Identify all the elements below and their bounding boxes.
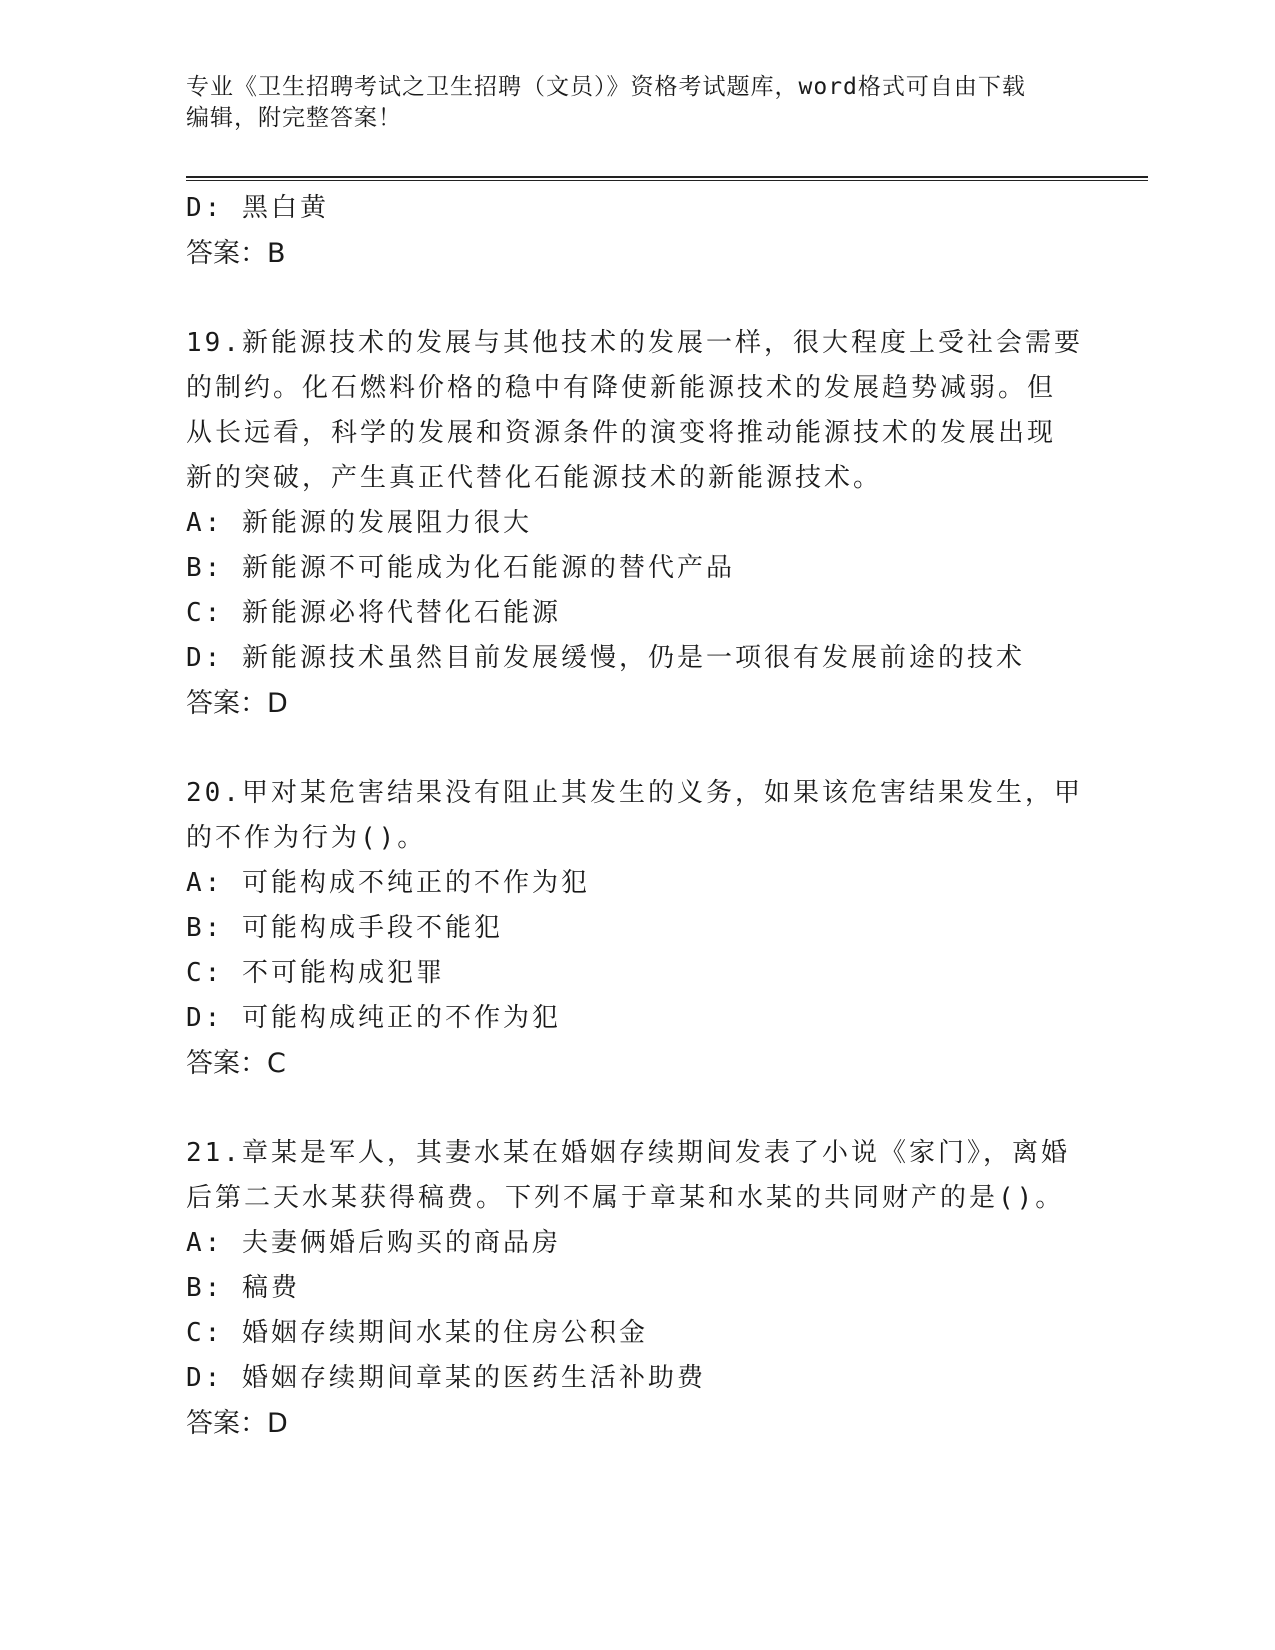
answer-line: 答案：D [186,688,288,719]
document-header [186,72,1066,134]
header-divider [186,176,1148,181]
spacer [186,276,1086,321]
spacer [186,726,1086,771]
option-d: D: 黑白黄 [186,193,329,223]
question-list [186,186,1086,1446]
question-stem-line: 从长远看，科学的发展和资源条件的演变将推动能源技术的发展出现 [186,418,1057,448]
option-c: C: 新能源必将代替化石能源 [186,598,561,628]
question-stem-line: 的不作为行为()。 [186,823,427,853]
question-stem-line: 19.新能源技术的发展与其他技术的发展一样，很大程度上受社会需要 [186,328,1083,358]
header-line-2: 编辑，附完整答案！ [186,105,402,131]
question-21 [186,1131,1086,1446]
option-d: D: 可能构成纯正的不作为犯 [186,1003,561,1033]
question-stem-line: 的制约。化石燃料价格的稳中有降使新能源技术的发展趋势减弱。但 [186,373,1057,403]
option-c: C: 不可能构成犯罪 [186,958,445,988]
answer-line: 答案：C [186,1048,286,1079]
option-d: D: 新能源技术虽然目前发展缓慢，仍是一项很有发展前途的技术 [186,643,1025,673]
option-a: A: 夫妻俩婚后购买的商品房 [186,1228,561,1258]
header-line-1: 专业《卫生招聘考试之卫生招聘（文员）》资格考试题库，word格式可自由下载 [186,74,1026,100]
option-c: C: 婚姻存续期间水某的住房公积金 [186,1318,648,1348]
question-stem-line: 新的突破，产生真正代替化石能源技术的新能源技术。 [186,463,883,493]
answer-line: 答案：D [186,1408,288,1439]
option-b: B: 可能构成手段不能犯 [186,913,503,943]
spacer [186,1086,1086,1131]
question-stem-line: 后第二天水某获得稿费。下列不属于章某和水某的共同财产的是()。 [186,1183,1065,1213]
option-b: B: 新能源不可能成为化石能源的替代产品 [186,553,735,583]
question-19 [186,321,1086,726]
question-stem-line: 21.章某是军人，其妻水某在婚姻存续期间发表了小说《家门》，离婚 [186,1138,1070,1168]
option-b: B: 稿费 [186,1273,300,1303]
previous-question-tail [186,186,1086,276]
option-d: D: 婚姻存续期间章某的医药生活补助费 [186,1363,706,1393]
answer-line: 答案：B [186,238,286,269]
option-a: A: 可能构成不纯正的不作为犯 [186,868,590,898]
option-a: A: 新能源的发展阻力很大 [186,508,532,538]
question-stem-line: 20.甲对某危害结果没有阻止其发生的义务，如果该危害结果发生，甲 [186,778,1083,808]
question-20 [186,771,1086,1086]
